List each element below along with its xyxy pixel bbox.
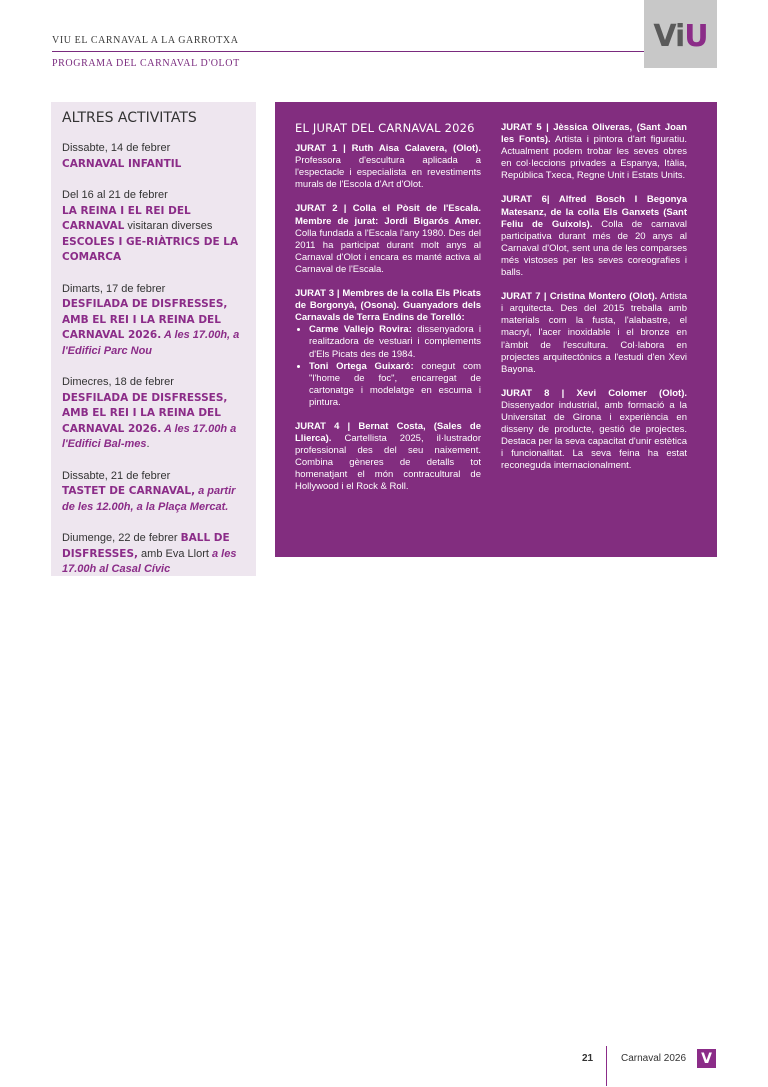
jury-member-heading: JURAT 5 | Jèssica Oliveras, (Sant Joan les Fonts). [501,122,687,146]
viu-logo [644,0,717,68]
jury-member-list [295,324,481,409]
event-name: DESFILADA DE DISFRESSES, AMB EL REI I LA REINA DEL CARNAVAL 2026. [62,391,228,435]
logo-main-text: Vi [653,18,685,54]
event-date: Dissabte, 14 de febrer [62,142,171,154]
footer-label: Carnaval 2026 [621,1053,687,1064]
jury-member [501,194,687,279]
jury-member-heading: JURAT 6| Alfred Bosch I Begonya Matesanz, de la colla Els Ganxets (Sant Feliu de Guíxols). [501,194,687,230]
jury-column-right [501,122,687,484]
jury-member [501,388,687,473]
jury-list-text: conegut com "l'home de foc", encarregat de cartonatge i modelatge en escuma i pintura. [309,360,481,408]
event-name: DESFILADA DE DISFRESSES, AMB EL REI I LA REINA DEL CARNAVAL 2026. [62,298,228,341]
jury-member-heading: JURAT 7 | Cristina Montero (Olot). [501,291,658,303]
footer-divider [606,1046,607,1086]
jury-member-heading: JURAT 3 | Membres de la colla Els Picats de Borgonyà, (Osona). Guanyadors dels Carnavals de Terra Endins de Torelló: [295,288,481,324]
jury-member-bio: Colla de carnaval participativa durant més de 20 anys al Carnaval d'Olot, sent una de les comparses més vistoses per les seves coreografies i balls. [501,218,687,279]
jury-member-bio: Professora d'escultura aplicada a l'espectacle i especialista en revestiments murals de l'Escola d'Art d'Olot. [295,155,481,191]
running-header-subtitle: PROGRAMA DEL CARNAVAL D'OLOT [52,58,240,69]
jury-list-name: Carme Vallejo Rovira: [309,324,412,336]
jury-member [501,291,687,376]
event-name: CARNAVAL INFANTIL [62,157,182,170]
jury-list-text: dissenyadora i realitzadora de vestuari i complements d'Els Picats des de 1984. [309,324,481,360]
event-date: Del 16 al 21 de febrer [62,189,168,201]
logo-accent-text: U [684,18,708,54]
jury-list-item [309,324,481,360]
event-item [62,188,246,266]
jury-member-heading: JURAT 4 | Bernat Costa, (Sales de Llierca). [295,420,481,445]
event-end: . [146,438,150,450]
jury-column-left [295,122,481,506]
jury-member [295,421,481,494]
jury-list-item [309,361,481,409]
page-number: 21 [582,1053,594,1064]
event-date: Dissabte, 21 de febrer [62,469,171,482]
event-text: amb Eva Llort [138,547,209,560]
jury-member-bio: Dissenyador industrial, amb formació a la Universitat de Girona i experiència en disseny de producte, gestió de projectes. Destaca per la seva capacitat d'unir estètica i funcionalitat. La seva feina ha estat reconeguda internacionalment. [501,399,687,472]
running-header-title: VIU EL CARNAVAL A LA GARROTXA [52,35,239,46]
footer-logo: V [697,1049,716,1068]
event-time: a les 17.00h al Casal Cívic [62,547,237,575]
other-activities-title: ALTRES ACTIVITATS [62,110,197,126]
jury-member-heading: JURAT 1 | Ruth Aisa Calavera, (Olot). [295,143,481,155]
jury-title: EL JURAT DEL CARNAVAL 2026 [295,121,475,135]
event-text: visitaran diverses [124,220,213,232]
event-item [62,282,246,360]
event-time: a partir de les 12.00h, a la Plaça Mercat. [62,485,236,513]
jury-list-name: Toni Ortega Guixaró: [309,360,414,372]
jury-member-bio: Artista i arquitecta. Des del 2015 treballa amb materials com la fusta, l'alabastre, el macryl, l'acer inoxidable i el bronze en l'àmbit de l'escultura. Col·labora en projectes arquitectònics a l'estudi d'en Xevi Bayona. [501,291,687,375]
jury-member-heading: JURAT 2 | Colla el Pòsit de l'Escala. Membre de jurat: Jordi Bigarós Amer. [295,203,481,227]
jury-member [295,143,481,191]
jury-member [295,203,481,276]
event-name: TASTET DE CARNAVAL, [62,485,196,497]
event-target: ESCOLES I GE-RIÀTRICS DE LA COMARCA [62,235,239,263]
jury-member-bio: Artista i pintora d'art figuratiu. Actualment podem trobar les seves obres en col·leccions privades a Espanya, Itàlia, República Txeca, Regne Unit i Estats Units. [501,134,688,182]
event-name: BALL DE DISFRESSES, [62,532,230,560]
jury-panel [275,102,717,557]
event-item [62,469,246,516]
jury-member-bio: Colla fundada a l'Escala l'any 1980. Des del 2011 ha participat durant molt anys al Carnaval d'Olot i encara es manté activa al Carnaval de l'Escala. [295,227,481,275]
event-item [62,531,246,578]
jury-member-heading: JURAT 8 | Xevi Colomer (Olot). [501,387,687,399]
event-name: LA REINA I EL REI DEL CARNAVAL [62,204,191,232]
jury-member [501,122,687,182]
jury-member [295,288,481,409]
event-item [62,375,246,453]
event-time: A les 17.00h, a l'Edifici Parc Nou [62,329,240,357]
event-item [62,141,246,172]
event-date: Diumenge, 22 de febrer [62,532,178,544]
event-date: Dimarts, 17 de febrer [62,282,166,295]
event-date: Dimecres, 18 de febrer [62,376,174,388]
event-time: A les 17.00h a l'Edifici Bal-mes [62,422,237,450]
jury-member-bio: Cartellista 2025, il·lustrador professional des del seu naixement. Combina gèneres de detalls tot homenatjant el món contracultural de Hollywood i el Rock & Roll. [295,433,481,493]
other-activities-panel [51,102,256,576]
header-divider [52,51,644,52]
